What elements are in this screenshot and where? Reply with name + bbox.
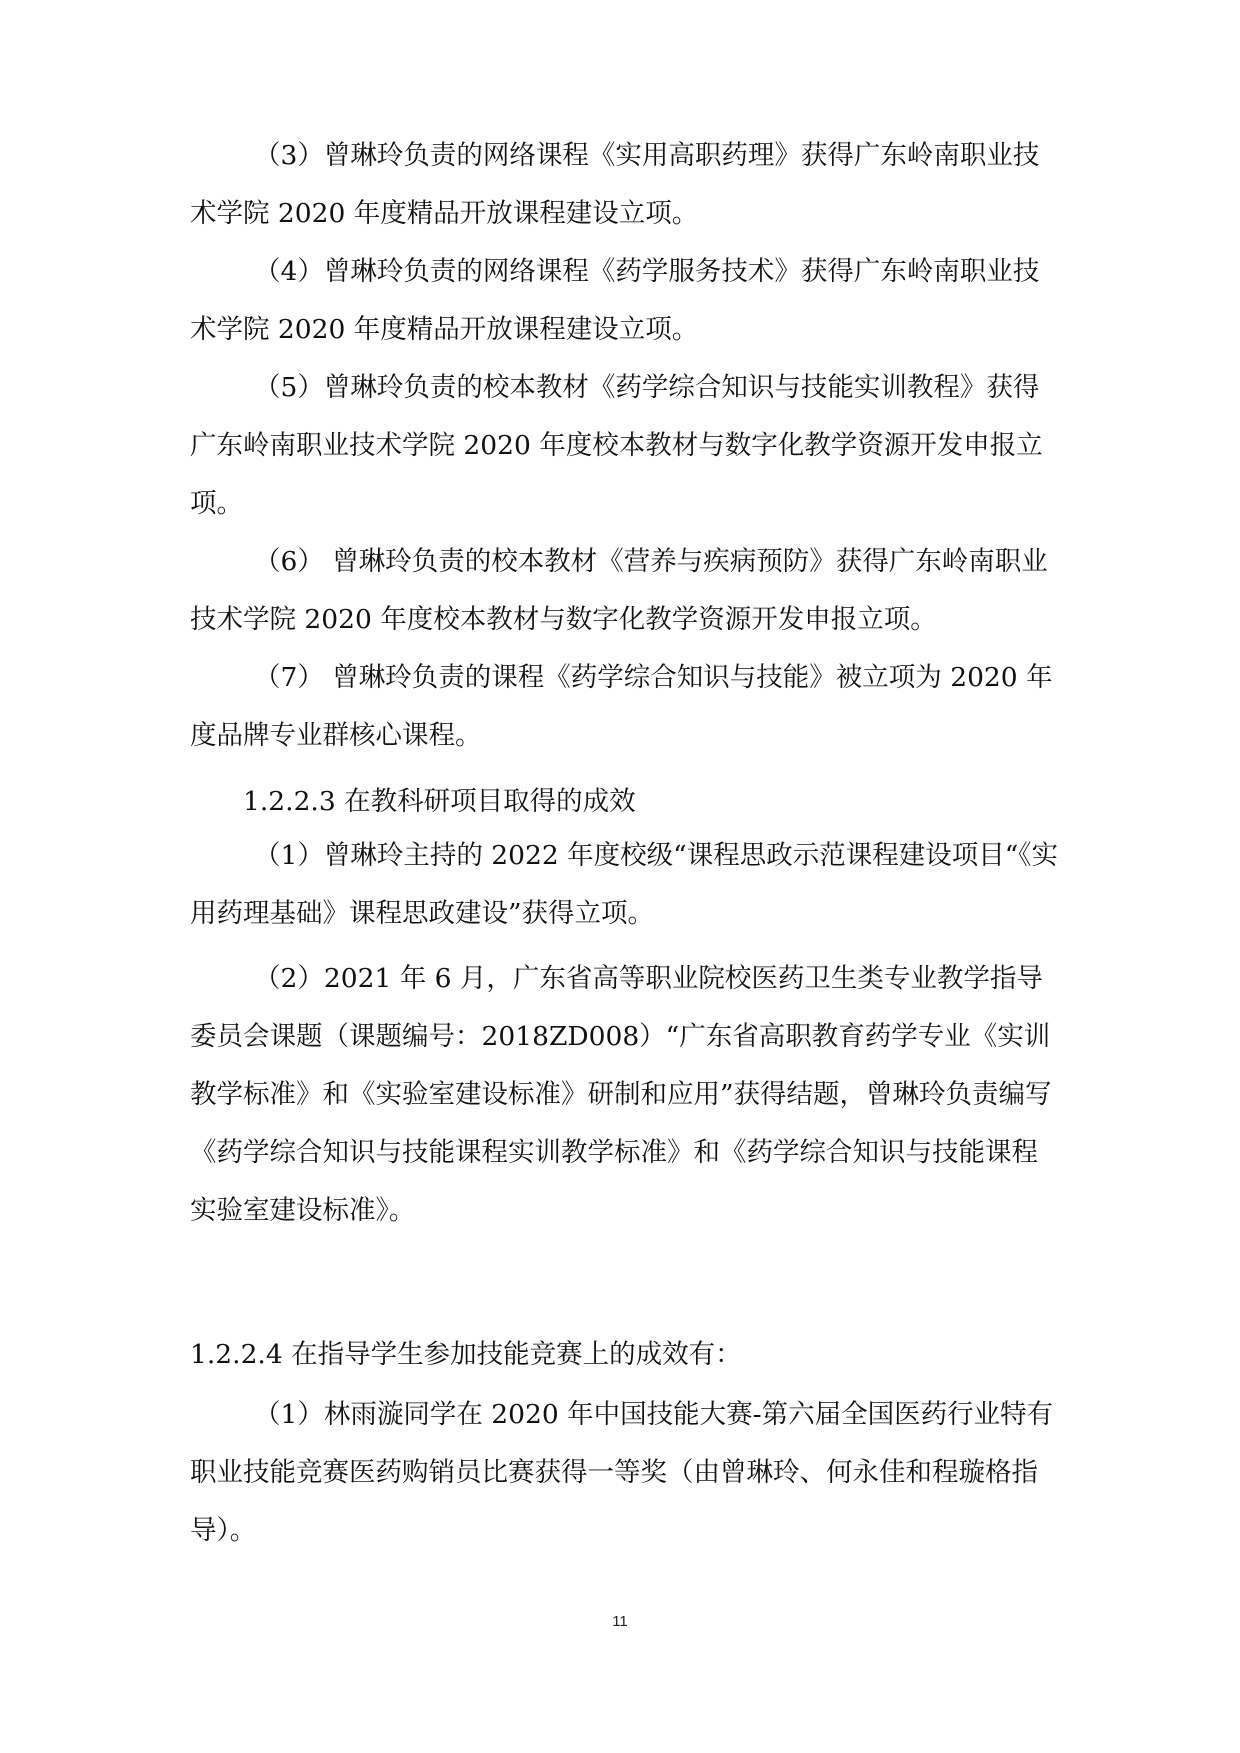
page-number: 11 (612, 1613, 628, 1630)
paragraph-item-4: （4）曾琳玲负责的网络课程《药学服务技术》获得广东岭南职业技术学院 2020 年度精品开放课程建设立项。 (190, 256, 1040, 345)
paragraph-item-5: （5）曾琳玲负责的校本教材《药学综合知识与技能实训教程》获得广东岭南职业技术学院 2020 年度校本教材与数字化教学资源开发申报立项。 (190, 372, 1043, 519)
section-heading-1223: 1.2.2.3 在教科研项目取得的成效 (243, 786, 636, 817)
paragraph-item-6: （6） 曾琳玲负责的校本教材《营养与疾病预防》获得广东岭南职业技术学院 2020 年度校本教材与数字化教学资源开发申报立项。 (190, 546, 1048, 635)
section-heading-1224: 1.2.2.4 在指导学生参加技能竞赛上的成效有： (190, 1339, 742, 1370)
section-1223-item-1: （1）曾琳玲主持的 2022 年度校级“课程思政示范课程建设项目“《实用药理基础》课程思政建设”获得立项。 (190, 840, 1058, 929)
paragraph-item-3: （3）曾琳玲负责的网络课程《实用高职药理》获得广东岭南职业技术学院 2020 年度精品开放课程建设立项。 (190, 140, 1040, 229)
paragraph-item-7: （7） 曾琳玲负责的课程《药学综合知识与技能》被立项为 2020 年度品牌专业群核心课程。 (190, 662, 1053, 751)
section-1223-item-2: （2）2021 年 6 月，广东省高等职业院校医药卫生类专业教学指导委员会课题（课题编号：2018ZD008）“广东省高职教育药学专业《实训教学标准》和《实验室建设标准》研制和应用”获得结题，曾琳玲负责编写《药学综合知识与技能课程实训教学标准》和《药学综合知识与技能课程实验室建设标准》。 (190, 963, 1052, 1226)
section-1224-item-1: （1）林雨漩同学在 2020 年中国技能大赛-第六届全国医药行业特有职业技能竞赛医药购销员比赛获得一等奖（由曾琳玲、何永佳和程璇格指导）。 (190, 1399, 1054, 1546)
